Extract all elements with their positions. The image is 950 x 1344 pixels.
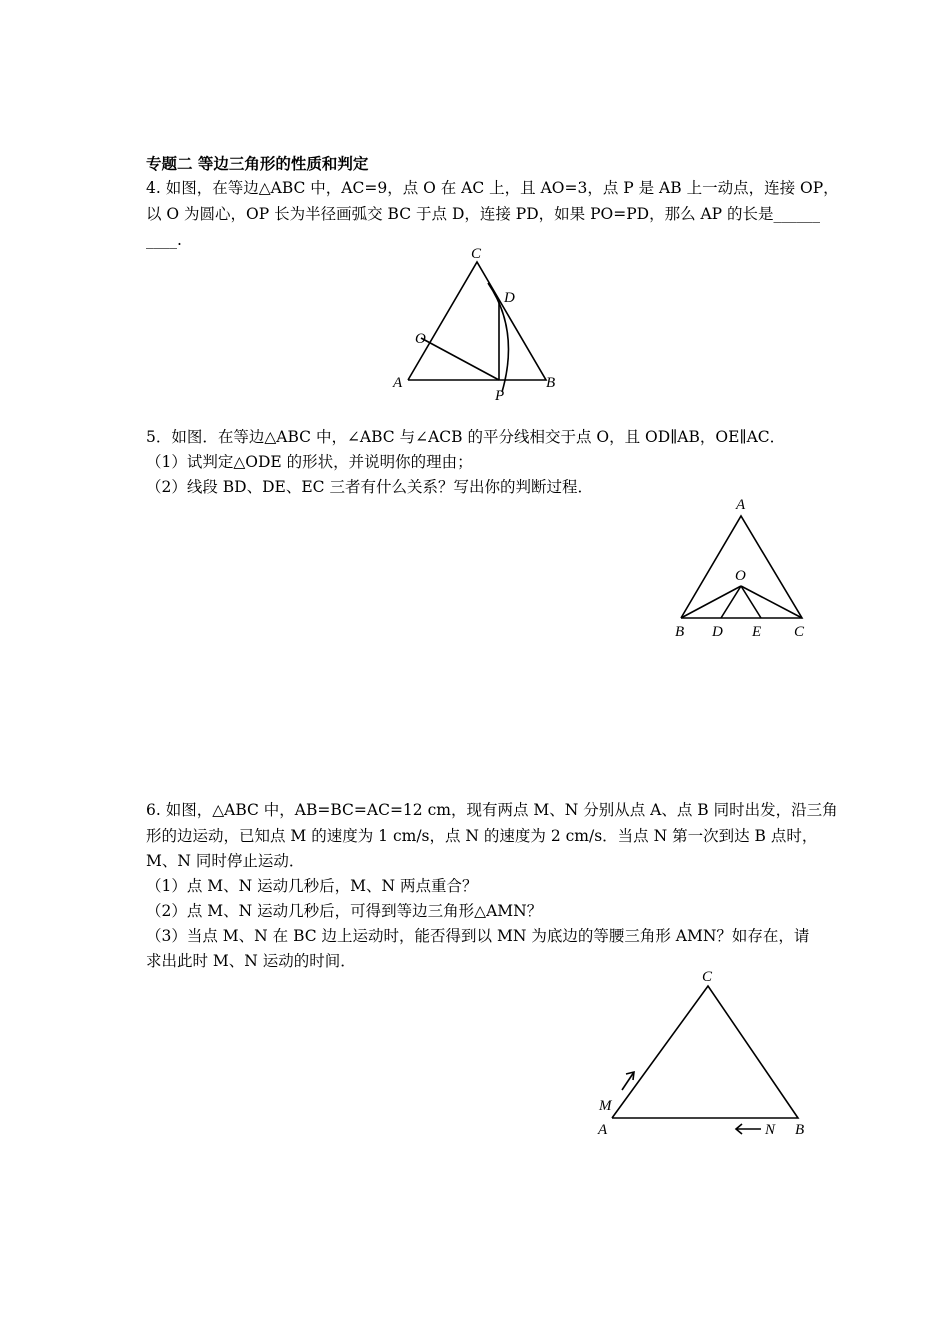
q4-label-d: D xyxy=(504,290,515,306)
q6-text-line-4: （1）点 M、N 运动几秒后，M、N 两点重合？ xyxy=(146,877,478,895)
q5-label-b: B xyxy=(675,624,685,640)
q6-text-line-6: （3）当点 M、N 在 BC 边上运动时，能否得到以 MN 为底边的等腰三角形 AMN？如存在，请 xyxy=(146,927,810,945)
q4-text-line-3: ____. xyxy=(146,231,182,249)
q4-label-a: A xyxy=(393,375,403,391)
q6-label-b: B xyxy=(795,1122,805,1138)
section-title: 专题二 等边三角形的性质和判定 xyxy=(146,154,369,173)
q6-text-line-2: 形的边运动，已知点 M 的速度为 1 cm/s，点 N 的速度为 2 cm/s．当点 N 第一次到达 B 点时， xyxy=(146,827,818,845)
q5-text-line-3: （2）线段 BD、DE、EC 三者有什么关系？写出你的判断过程． xyxy=(146,478,593,496)
q4-label-o: O xyxy=(415,331,426,347)
q5-triangle xyxy=(681,516,802,618)
q5-label-o: O xyxy=(735,568,746,584)
q6-arrow-m-shaft xyxy=(622,1072,634,1090)
q6-label-c: C xyxy=(702,969,713,985)
q6-label-a: A xyxy=(598,1122,608,1138)
q5-text-line-2: （1）试判定△ODE 的形状，并说明你的理由； xyxy=(146,453,473,471)
q6-label-m: M xyxy=(599,1098,612,1114)
q4-label-c: C xyxy=(471,246,482,262)
q4-text-line-2: 以 O 为圆心，OP 长为半径画弧交 BC 于点 D，连接 PD，如果 PO=PD，那么 AP 的长是______ xyxy=(146,205,821,223)
q6-text-line-5: （2）点 M、N 运动几秒后，可得到等边三角形△AMN？ xyxy=(146,902,543,920)
q5-text-line-1: 5．如图．在等边△ABC 中，∠ABC 与∠ACB 的平分线相交于点 O，且 OD∥AB，OE∥AC． xyxy=(146,428,786,446)
q5-label-a: A xyxy=(736,497,746,513)
q6-text-line-3: M、N 同时停止运动． xyxy=(146,852,305,870)
q6-figure xyxy=(590,960,820,1145)
q5-figure xyxy=(665,492,825,647)
q6-triangle xyxy=(612,986,798,1118)
q4-triangle xyxy=(408,262,546,380)
q4-segment-op xyxy=(421,338,499,380)
q6-label-n: N xyxy=(765,1122,776,1138)
q4-label-p: P xyxy=(495,388,505,404)
q4-figure xyxy=(380,240,580,410)
q6-text-line-1: 6. 如图，△ABC 中，AB=BC=AC=12 cm，现有两点 M、N 分别从点 A、点 B 同时出发，沿三角 xyxy=(146,801,838,819)
q4-text-line-1: 4. 如图，在等边△ABC 中，AC=9，点 O 在 AC 上，且 AO=3，点 P 是 AB 上一动点，连接 OP， xyxy=(146,179,839,197)
q5-label-c: C xyxy=(794,624,805,640)
q5-label-e: E xyxy=(752,624,762,640)
q4-label-b: B xyxy=(546,375,556,391)
q6-text-line-7: 求出此时 M、N 运动的时间． xyxy=(146,952,356,970)
q5-label-d: D xyxy=(712,624,723,640)
